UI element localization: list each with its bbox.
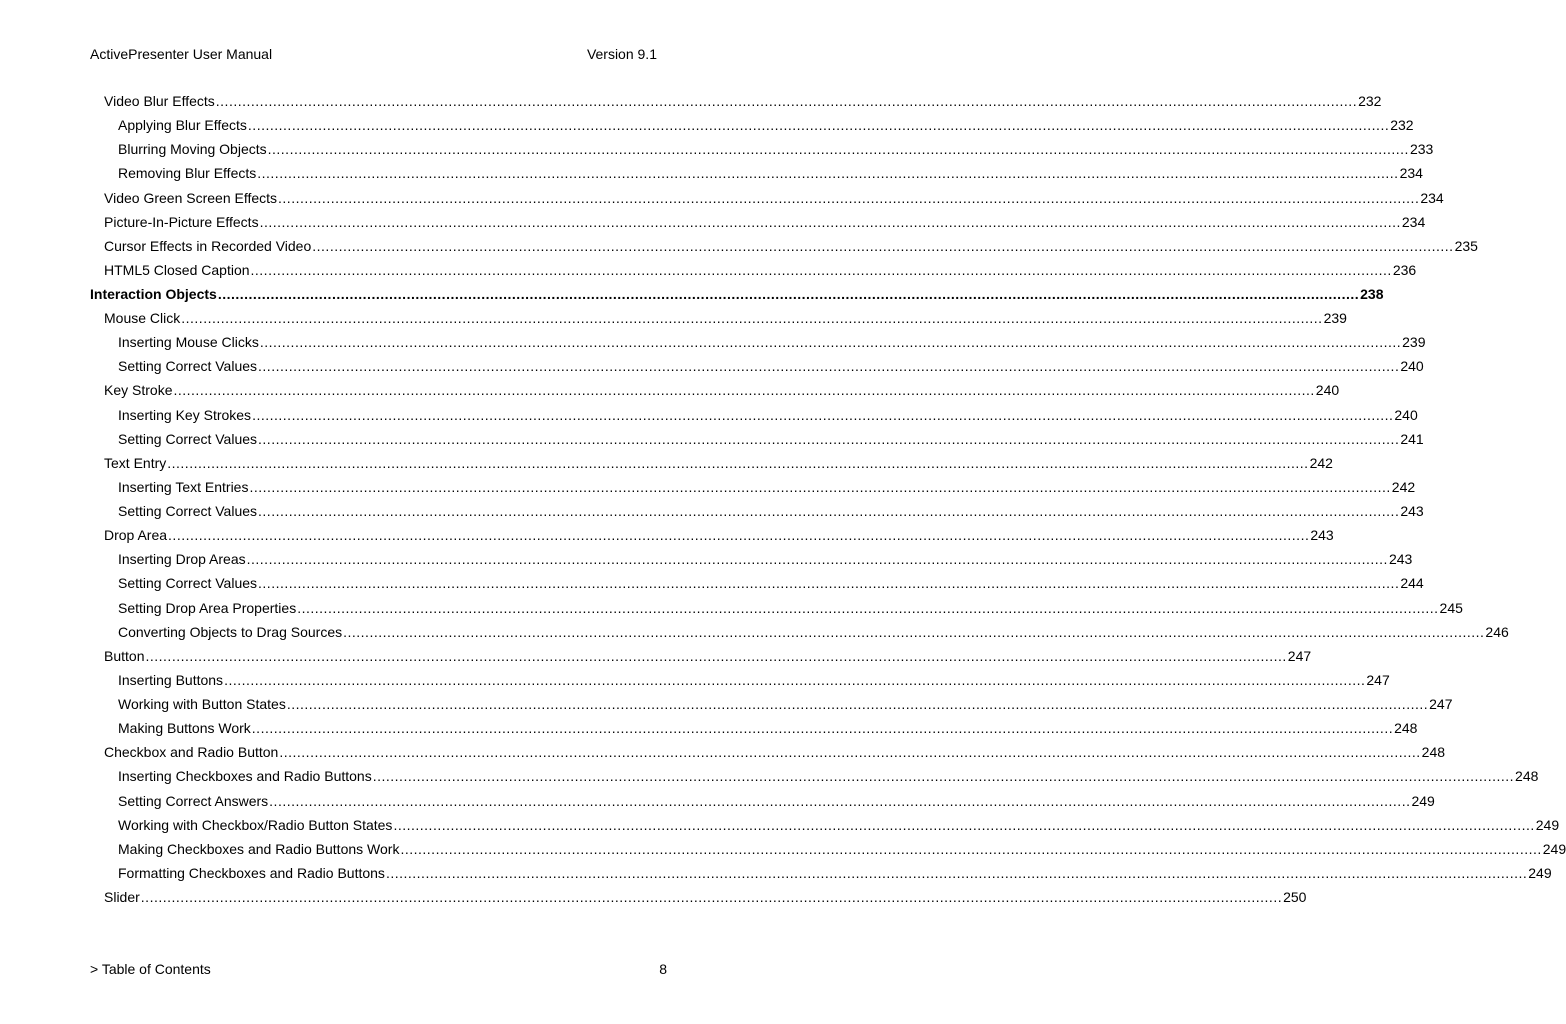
toc-entry-title: Key Stroke: [104, 382, 173, 399]
toc-entry-page-number: 248: [1421, 744, 1446, 761]
toc-entry[interactable]: [118, 502, 1424, 520]
toc-dot-leader: ....................................................................................................................................................................................................................................................................: [286, 696, 1429, 712]
toc-entry-title: Setting Correct Answers: [118, 792, 269, 809]
toc-dot-leader: ....................................................................................................................................................................................................................................................................: [250, 261, 1392, 278]
toc-dot-leader: ....................................................................................................................................................................................................................................................................: [279, 744, 1421, 761]
toc-entry[interactable]: [118, 406, 1418, 424]
toc-entry-page-number: 242: [1309, 454, 1333, 471]
toc-entry[interactable]: [104, 189, 1444, 207]
toc-entry-page-number: 243: [1400, 503, 1424, 519]
footer-section-link[interactable]: > Table of Contents: [90, 961, 211, 977]
toc-entry-title: Working with Button States: [118, 696, 286, 712]
toc-entry-title: Setting Drop Area Properties: [118, 599, 297, 616]
toc-entry-page-number: 234: [1420, 189, 1444, 206]
toc-entry-title: Blurring Moving Objects: [118, 141, 267, 158]
toc-entry-title: Setting Correct Values: [118, 358, 258, 375]
toc-entry-title: Inserting Buttons: [118, 671, 224, 688]
toc-entry-page-number: 249: [1528, 864, 1552, 881]
toc-entry[interactable]: [118, 599, 1463, 617]
toc-dot-leader: ....................................................................................................................................................................................................................................................................: [269, 792, 1411, 809]
toc-entry-title: Formatting Checkboxes and Radio Buttons: [118, 864, 385, 881]
toc-entry[interactable]: [104, 454, 1333, 472]
toc-entry-title: Inserting Key Strokes: [118, 406, 252, 423]
toc-entry[interactable]: [118, 164, 1423, 182]
toc-entry-page-number: 239: [1323, 310, 1347, 327]
toc-entry-title: Setting Correct Values: [118, 430, 258, 447]
toc-entry[interactable]: [118, 574, 1424, 592]
toc-entry-title: Making Buttons Work: [118, 720, 251, 737]
toc-entry-title: Slider: [104, 889, 140, 905]
toc-dot-leader: ....................................................................................................................................................................................................................................................................: [247, 117, 1390, 134]
toc-entry[interactable]: [118, 357, 1424, 375]
toc-entry-page-number: 238: [1360, 286, 1384, 302]
toc-entry[interactable]: [118, 695, 1453, 713]
toc-dot-leader: ....................................................................................................................................................................................................................................................................: [181, 310, 1323, 327]
toc-entry-page-number: 250: [1283, 889, 1307, 905]
toc-entry-title: Inserting Text Entries: [118, 478, 249, 495]
toc-entry-page-number: 241: [1400, 430, 1424, 447]
toc-entry-page-number: 244: [1400, 575, 1424, 592]
toc-dot-leader: ....................................................................................................................................................................................................................................................................: [145, 647, 1287, 664]
toc-entry-title: Cursor Effects in Recorded Video: [104, 237, 312, 254]
toc-entry-page-number: 232: [1358, 93, 1382, 109]
toc-entry-title: Inserting Mouse Clicks: [118, 334, 259, 351]
toc-entry[interactable]: [104, 213, 1426, 231]
toc-entry[interactable]: [104, 647, 1312, 665]
toc-dot-leader: ....................................................................................................................................................................................................................................................................: [224, 671, 1366, 688]
toc-dot-leader: ....................................................................................................................................................................................................................................................................: [251, 720, 1394, 737]
toc-entry[interactable]: [104, 92, 1382, 110]
toc-entry[interactable]: [118, 816, 1560, 834]
toc-entry[interactable]: [104, 261, 1417, 279]
toc-entry[interactable]: [104, 888, 1307, 906]
toc-dot-leader: ....................................................................................................................................................................................................................................................................: [258, 430, 1400, 447]
running-header-version: Version 9.1: [586, 46, 657, 62]
toc-entry[interactable]: [118, 140, 1434, 158]
toc-dot-leader: ....................................................................................................................................................................................................................................................................: [267, 141, 1409, 158]
toc-entry-page-number: 243: [1388, 551, 1413, 568]
toc-dot-leader: ....................................................................................................................................................................................................................................................................: [252, 406, 1394, 423]
toc-entry[interactable]: [104, 381, 1340, 399]
toc-dot-leader: ....................................................................................................................................................................................................................................................................: [312, 237, 1454, 254]
toc-dot-leader: ....................................................................................................................................................................................................................................................................: [258, 503, 1400, 519]
toc-dot-leader: ....................................................................................................................................................................................................................................................................: [217, 286, 1360, 302]
toc-entry[interactable]: [118, 671, 1390, 689]
toc-entry-page-number: 239: [1402, 334, 1426, 351]
toc-entry-page-number: 243: [1310, 527, 1334, 544]
toc-entry-page-number: 247: [1366, 671, 1390, 688]
toc-entry-title: Converting Objects to Drag Sources: [118, 623, 343, 640]
toc-entry-page-number: 232: [1390, 117, 1414, 134]
toc-entry[interactable]: [90, 285, 1384, 303]
toc-dot-leader: ....................................................................................................................................................................................................................................................................: [249, 478, 1391, 495]
toc-entry-title: Button: [104, 647, 145, 664]
toc-dot-leader: ....................................................................................................................................................................................................................................................................: [297, 599, 1439, 616]
toc-dot-leader: ....................................................................................................................................................................................................................................................................: [257, 165, 1399, 182]
toc-dot-leader: ....................................................................................................................................................................................................................................................................: [343, 623, 1485, 640]
toc-entry[interactable]: [118, 767, 1539, 785]
toc-dot-leader: ....................................................................................................................................................................................................................................................................: [167, 454, 1309, 471]
toc-entry-page-number: 249: [1542, 840, 1566, 857]
toc-dot-leader: ....................................................................................................................................................................................................................................................................: [168, 527, 1310, 544]
toc-entry[interactable]: [104, 743, 1446, 761]
toc-dot-leader: ....................................................................................................................................................................................................................................................................: [140, 889, 1283, 905]
toc-dot-leader: ....................................................................................................................................................................................................................................................................: [258, 358, 1400, 375]
toc-entry-title: Removing Blur Effects: [118, 165, 257, 182]
toc-entry-title: Inserting Drop Areas: [118, 551, 246, 568]
toc-entry-page-number: 248: [1394, 720, 1418, 737]
toc-dot-leader: ....................................................................................................................................................................................................................................................................: [393, 816, 1535, 833]
toc-entry-title: Setting Correct Values: [118, 503, 258, 519]
toc-entry-page-number: 247: [1429, 696, 1453, 712]
toc-dot-leader: ....................................................................................................................................................................................................................................................................: [385, 864, 1528, 881]
toc-dot-leader: ....................................................................................................................................................................................................................................................................: [258, 575, 1400, 592]
toc-entry-page-number: 248: [1515, 768, 1539, 785]
toc-entry-title: Working with Checkbox/Radio Button States: [118, 816, 393, 833]
toc-entry-page-number: 246: [1485, 623, 1509, 640]
toc-entry-page-number: 247: [1287, 647, 1312, 664]
toc-entry[interactable]: [104, 309, 1347, 327]
toc-entry-title: Picture-In-Picture Effects: [104, 213, 259, 230]
toc-dot-leader: ....................................................................................................................................................................................................................................................................: [400, 840, 1542, 857]
toc-entry-title: Applying Blur Effects: [118, 117, 247, 134]
toc-entry[interactable]: [118, 719, 1418, 737]
toc-entry[interactable]: [104, 526, 1334, 544]
toc-entry[interactable]: [118, 840, 1566, 858]
toc-entry-title: Text Entry: [104, 454, 167, 471]
toc-dot-leader: ....................................................................................................................................................................................................................................................................: [215, 93, 1358, 109]
toc-entry[interactable]: [118, 478, 1416, 496]
toc-dot-leader: ....................................................................................................................................................................................................................................................................: [259, 213, 1401, 230]
toc-entry[interactable]: [118, 864, 1552, 882]
toc-entry[interactable]: [104, 237, 1478, 255]
toc-entry-page-number: 240: [1394, 406, 1418, 423]
toc-entry-title: Making Checkboxes and Radio Buttons Work: [118, 840, 400, 857]
toc-entry[interactable]: [118, 116, 1414, 134]
toc-entry-page-number: 234: [1401, 213, 1426, 230]
toc-entry-page-number: 235: [1454, 237, 1478, 254]
toc-entry[interactable]: [118, 430, 1424, 448]
toc-dot-leader: ....................................................................................................................................................................................................................................................................: [173, 382, 1315, 399]
toc-entry-title: Video Green Screen Effects: [104, 189, 278, 206]
running-header-title: ActivePresenter User Manual: [90, 46, 273, 62]
toc-entry-page-number: 245: [1439, 599, 1463, 616]
toc-entry-title: Interaction Objects: [90, 286, 217, 302]
toc-entry-title: Checkbox and Radio Button: [104, 744, 279, 761]
toc-dot-leader: ....................................................................................................................................................................................................................................................................: [246, 551, 1388, 568]
toc-entry[interactable]: [118, 792, 1435, 810]
toc-entry-title: HTML5 Closed Caption: [104, 261, 250, 278]
toc-entry-title: Mouse Click: [104, 310, 181, 327]
toc-entry-page-number: 236: [1392, 261, 1417, 278]
toc-dot-leader: ....................................................................................................................................................................................................................................................................: [278, 189, 1420, 206]
toc-dot-leader: ....................................................................................................................................................................................................................................................................: [372, 768, 1515, 785]
toc-entry-title: Video Blur Effects: [104, 93, 215, 109]
toc-entry[interactable]: [118, 550, 1413, 568]
toc-entry-page-number: 249: [1535, 816, 1560, 833]
toc-entry-title: Setting Correct Values: [118, 575, 258, 592]
toc-entry-title: Inserting Checkboxes and Radio Buttons: [118, 768, 372, 785]
toc-entry[interactable]: [118, 333, 1426, 351]
toc-entry[interactable]: [118, 623, 1509, 641]
toc-entry-title: Drop Area: [104, 527, 168, 544]
toc-entry-page-number: 240: [1315, 382, 1340, 399]
toc-entry-page-number: 234: [1399, 165, 1423, 182]
toc-entry-page-number: 233: [1409, 141, 1434, 158]
toc-dot-leader: ....................................................................................................................................................................................................................................................................: [259, 334, 1402, 351]
toc-entry-page-number: 240: [1400, 358, 1424, 375]
toc-entry-page-number: 242: [1391, 478, 1416, 495]
toc-entry-page-number: 249: [1411, 792, 1435, 809]
footer-page-number: 8: [659, 961, 667, 977]
